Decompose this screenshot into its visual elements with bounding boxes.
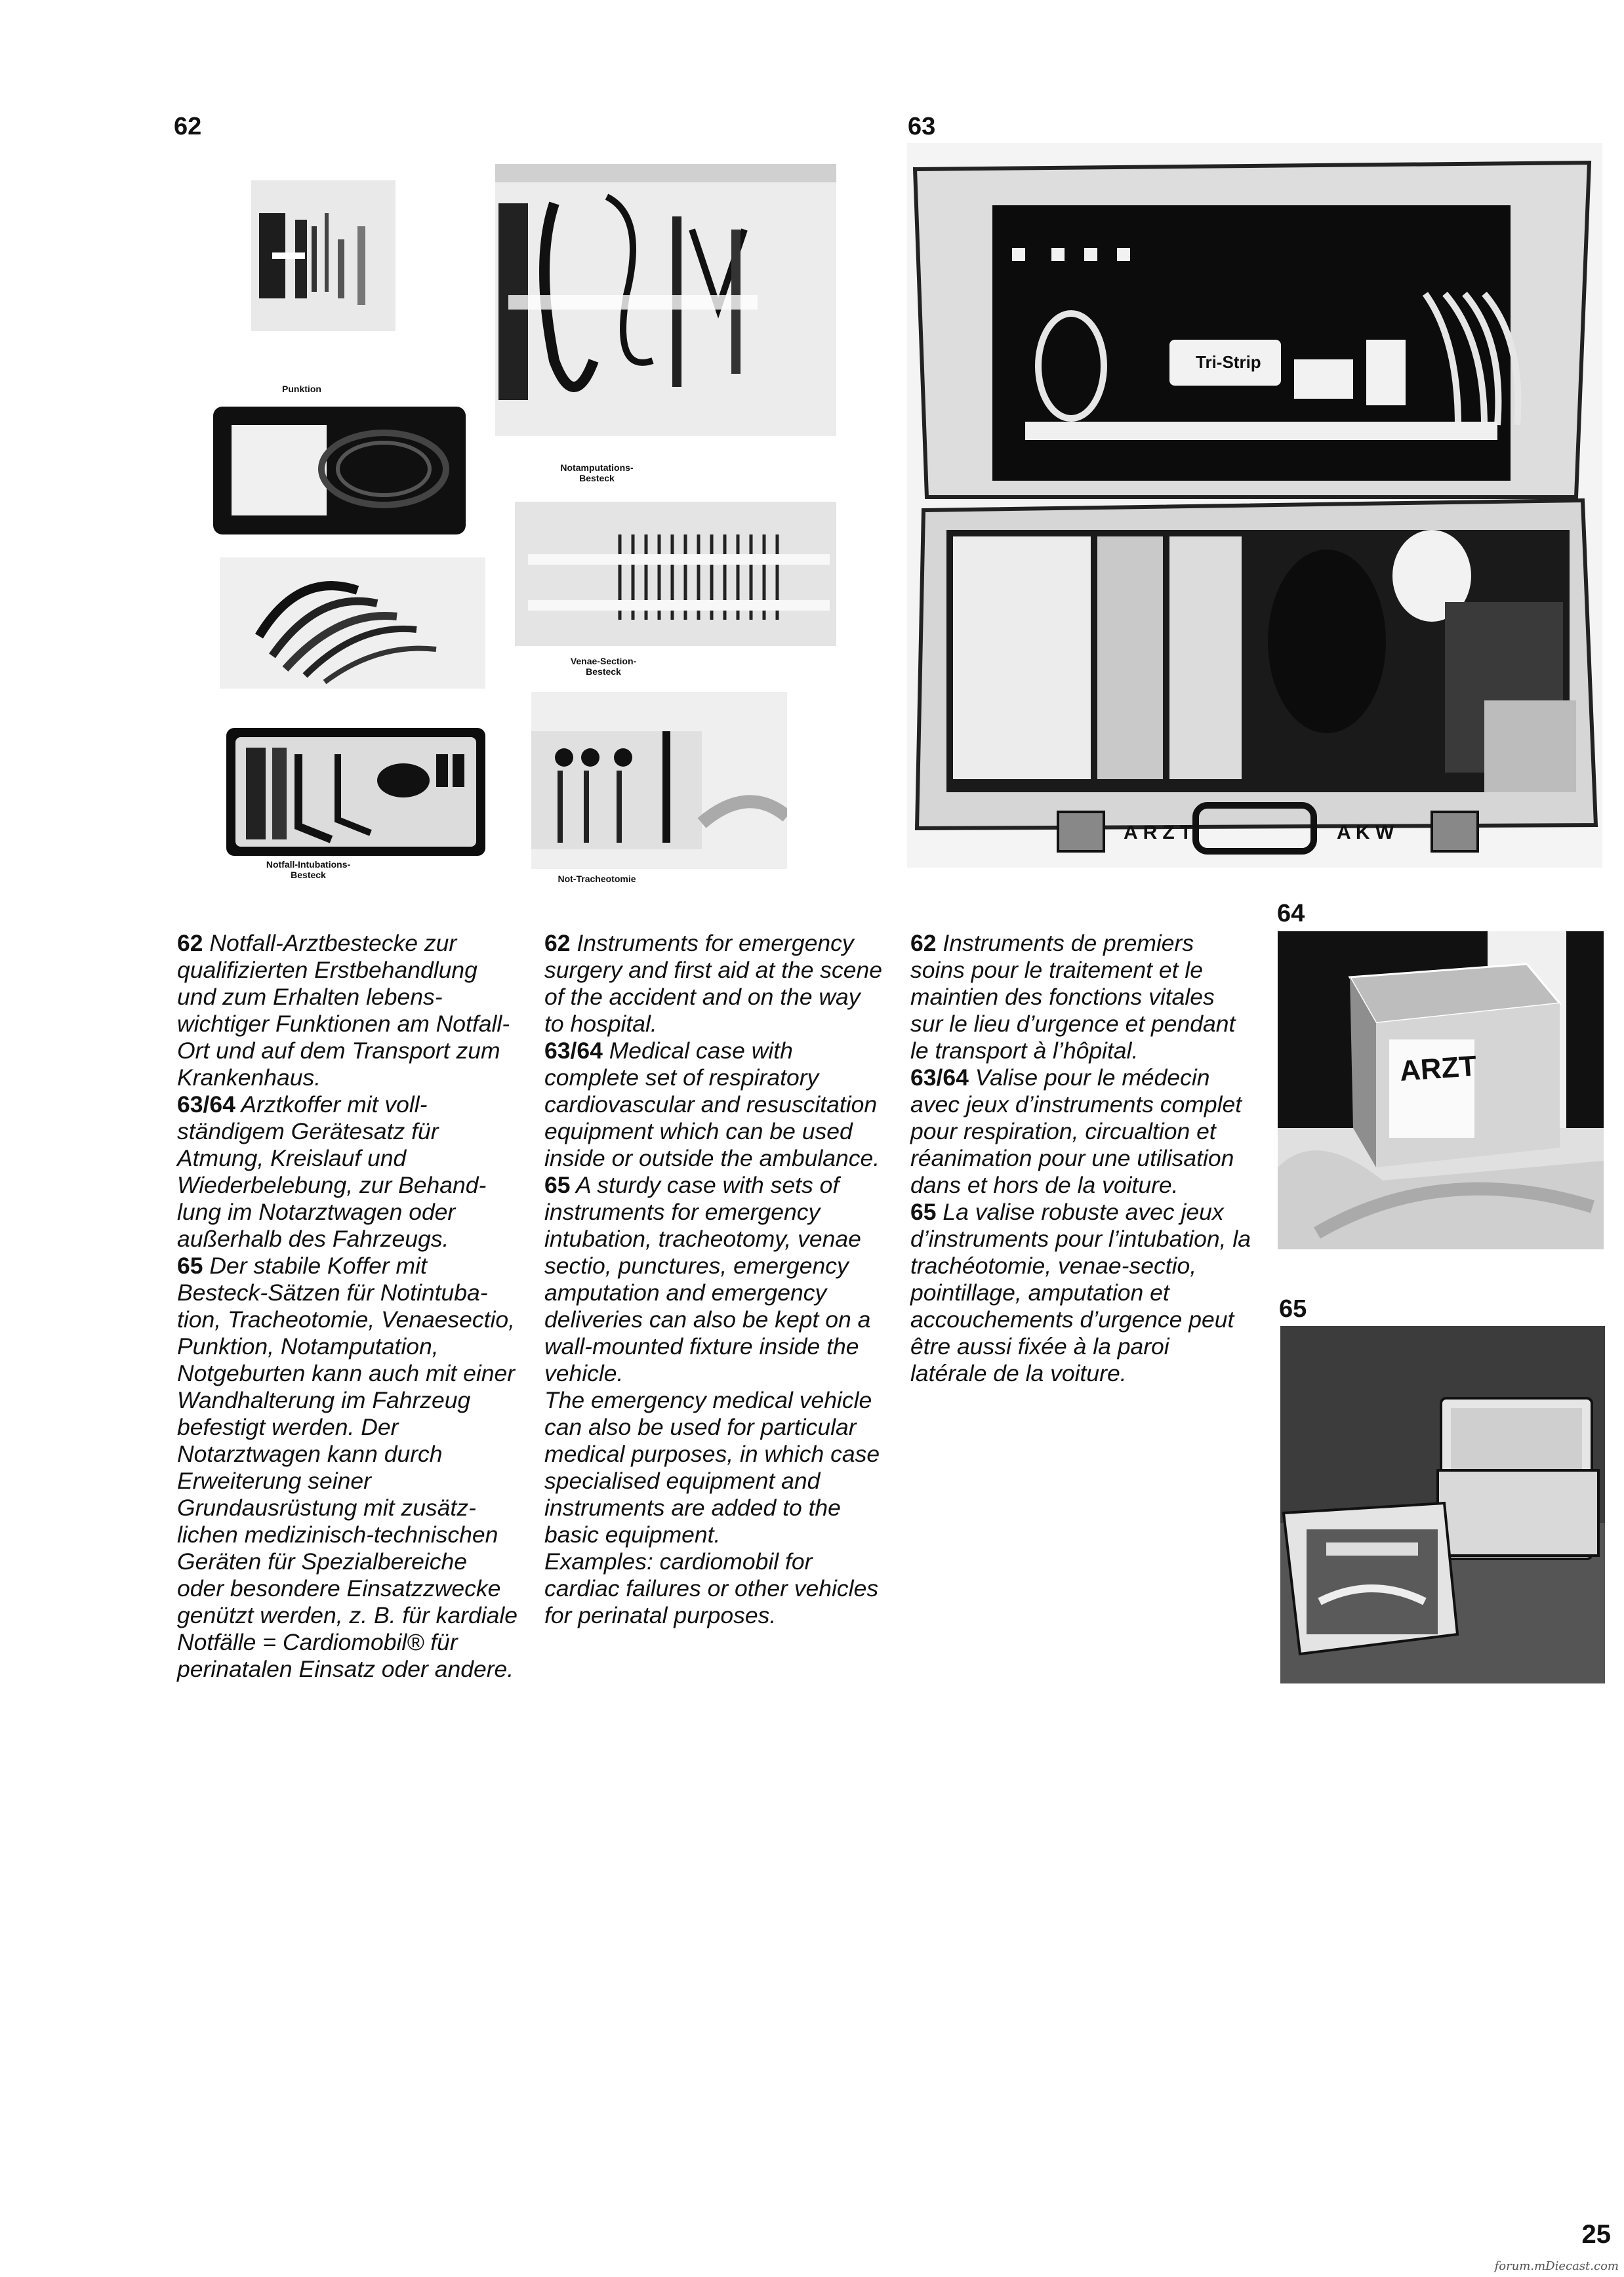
text-column-german (177, 930, 518, 1683)
english-paragraph-65 (544, 1172, 885, 1387)
photo-arzt-case-mounted (1278, 931, 1604, 1249)
photo-punktion-kit (246, 174, 400, 338)
french-paragraph-65 (910, 1199, 1251, 1387)
figure-number-65: 65 (1279, 1295, 1307, 1323)
french-text-62: Instruments de premiers soins pour le traitement et le maintien des fonctions vitales sur le lieu d’urgence et pendant le transport à l’hôpital. (910, 930, 1236, 1064)
photo-sturdy-case-65 (1280, 1326, 1605, 1683)
english-text-vehicle: The emergency medical vehicle can also be used for particular medical purposes, in which case specialised equipment and instruments are added to the basic equipment. (544, 1387, 880, 1548)
english-paragraph-vehicle (544, 1387, 885, 1548)
figure-number-62: 62 (174, 113, 202, 140)
photo-doctors-case-open (907, 143, 1602, 868)
photo-venae-section-kit (515, 495, 836, 653)
french-ref-65: 65 (910, 1199, 937, 1225)
english-ref-62: 62 (544, 930, 571, 956)
figure-number-63: 63 (908, 113, 936, 140)
english-ref-65: 65 (544, 1172, 571, 1198)
english-text-63-64: Medical case with complete set of respiratory cardiovascular and resuscitation equipment which can be used inside or outside the ambulance. (544, 1038, 880, 1171)
english-paragraph-62 (544, 930, 885, 1038)
text-column-french (910, 930, 1251, 1387)
german-ref-65: 65 (177, 1253, 203, 1279)
caption-notfall-intubations: Notfall-Intubations- Besteck (266, 859, 351, 880)
french-paragraph-62 (910, 930, 1251, 1064)
german-paragraph-63-64 (177, 1091, 518, 1253)
arzt-label: ARZT (1124, 822, 1197, 843)
photo-airway-tubes (220, 557, 485, 689)
watermark: forum.mDiecast.com (1494, 2259, 1619, 2273)
german-ref-62: 62 (177, 930, 203, 956)
german-text-62: Notfall-Arztbestecke zur qualifizierten Erstbehandlung und zum Erhalten lebenswichtiger Funktionen am Notfall-Ort und auf dem Transport zum Krankenhaus. (177, 930, 510, 1091)
english-text-62: Instruments for emergency surgery and first aid at the scene of the accident and on the way to hospital. (544, 930, 883, 1037)
french-text-65: La valise robuste avec jeux d’instruments pour l’intubation, la trachéotomie, venae-sectio, pointillage, amputation et accouchements d’urgence peut être aussi fixée à la paroi latérale de la voiture. (910, 1199, 1251, 1386)
figure-number-64: 64 (1277, 900, 1305, 927)
english-text-65: A sturdy case with sets of instruments for emergency intubation, tracheotomy, venae sectio, punctures, emergency amputation and emergency deliveries can also be kept on a wall-mounted fixture inside the vehicle. (544, 1172, 871, 1386)
arzt-case64-label: ARZT (1398, 1049, 1478, 1088)
photo-notamputation-kit (495, 164, 836, 436)
akw-label: A K W (1337, 822, 1394, 843)
german-text-63-64: Arztkoffer mit vollständigem Gerätesatz für Atmung, Kreislauf und Wiederbelebung, zur Behandlung im Notarztwagen oder außerhalb des Fahrzeugs. (177, 1091, 487, 1252)
photo-tracheotomie-kit (531, 692, 787, 869)
french-ref-63-64: 63/64 (910, 1064, 969, 1091)
photo-tubing-case (213, 407, 466, 534)
caption-venae-section: Venae-Section- Besteck (570, 656, 637, 677)
french-ref-62: 62 (910, 930, 937, 956)
english-paragraph-63-64 (544, 1038, 885, 1172)
caption-notamputation: Notamputations- Besteck (560, 462, 634, 483)
caption-punktion: Punktion (282, 384, 321, 394)
text-column-english (544, 930, 885, 1629)
tri-strip-label: Tri-Strip (1196, 352, 1261, 372)
french-paragraph-63-64 (910, 1064, 1251, 1199)
photo-intubation-case (226, 728, 485, 856)
english-text-examples: Examples: cardiomobil for cardiac failures or other vehicles for perinatal purposes. (544, 1548, 879, 1628)
page-number: 25 (1581, 2220, 1611, 2249)
german-text-65: Der stabile Koffer mit Besteck-Sätzen für Notintubation, Tracheotomie, Venaesectio, Punktion, Notamputation, Notgeburten kann auch mit einer Wandhalterung im Fahrzeug befestigt werden. Der Notarztwagen kann durch Erweiterung seiner Grundausrüstung mit zusätzlichen medizinisch-technischen Geräten für Spezialbereiche oder besondere Einsatzzwecke genützt werden, z. B. für kardiale Notfälle = Cardiomobil® für perinatalen Einsatz oder andere. (177, 1253, 518, 1682)
french-text-63-64: Valise pour le médecin avec jeux d’instruments complet pour respiration, circualtion et réanimation pour une utilisation dans et hors de la voiture. (910, 1064, 1242, 1198)
german-paragraph-62 (177, 930, 518, 1091)
caption-not-tracheotomie: Not-Tracheotomie (558, 874, 636, 884)
english-paragraph-examples (544, 1548, 885, 1629)
german-paragraph-65 (177, 1253, 518, 1683)
german-ref-63-64: 63/64 (177, 1091, 235, 1118)
english-ref-63-64: 63/64 (544, 1038, 603, 1064)
